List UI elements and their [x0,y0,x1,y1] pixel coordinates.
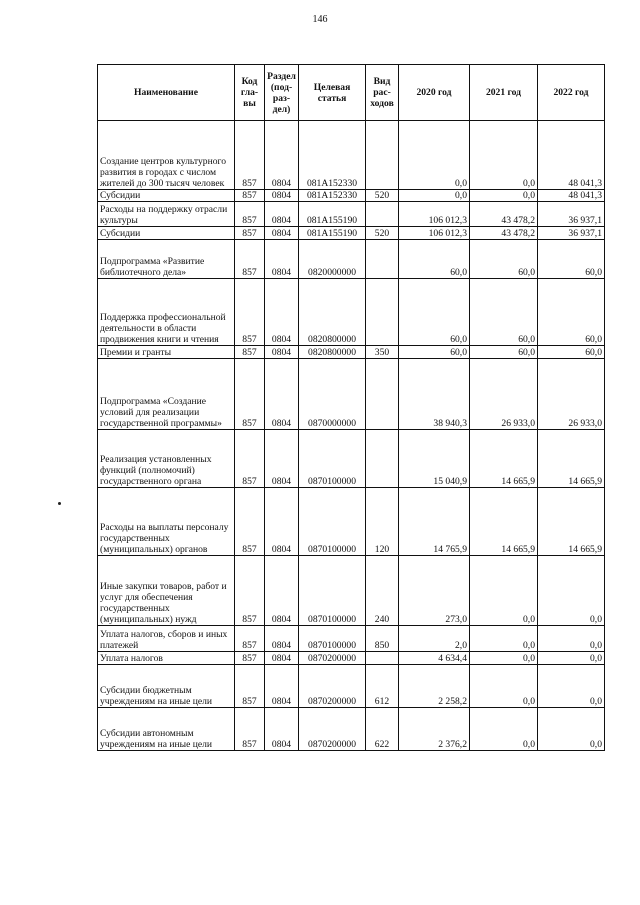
row-section: 0804 [265,708,299,751]
table-row [98,359,605,430]
row-chapter: 857 [235,190,265,202]
row-2021: 0,0 [470,190,538,202]
row-expense-type: 520 [366,190,399,202]
row-name: Уплата налогов, сборов и иных платежей [98,626,235,652]
row-chapter: 857 [235,359,265,430]
table-row [98,652,605,665]
row-target: 0870100000 [299,488,366,556]
row-2022: 60,0 [538,346,605,359]
row-section: 0804 [265,556,299,626]
budget-table [97,64,605,751]
header-chapter: Код гла-вы [235,65,265,121]
header-section: Раздел (под-раз-дел) [265,65,299,121]
table-row [98,227,605,240]
row-chapter: 857 [235,121,265,190]
table-row [98,346,605,359]
row-2020: 273,0 [399,556,470,626]
row-2020: 2 258,2 [399,665,470,708]
row-chapter: 857 [235,279,265,346]
header-expense-type: Вид рас-ходов [366,65,399,121]
row-2021: 14 665,9 [470,430,538,488]
row-target: 081A155190 [299,202,366,227]
row-name: Создание центров культурного развития в городах с числом жителей до 300 тысяч человек [98,121,235,190]
row-name: Субсидии [98,227,235,240]
table-row [98,190,605,202]
row-expense-type [366,240,399,279]
row-expense-type [366,359,399,430]
row-expense-type: 120 [366,488,399,556]
table-row [98,121,605,190]
table-row [98,626,605,652]
row-target: 0870200000 [299,652,366,665]
row-name: Подпрограмма «Создание условий для реализации государственной программы» [98,359,235,430]
scan-speck [58,502,61,505]
row-section: 0804 [265,227,299,240]
row-section: 0804 [265,121,299,190]
row-2020: 4 634,4 [399,652,470,665]
header-target: Целевая статья [299,65,366,121]
table-row [98,488,605,556]
row-expense-type: 850 [366,626,399,652]
row-2021: 0,0 [470,708,538,751]
row-section: 0804 [265,652,299,665]
row-target: 0870200000 [299,708,366,751]
row-target: 0870200000 [299,665,366,708]
row-2022: 60,0 [538,279,605,346]
page-number: 146 [312,14,328,25]
row-2021: 14 665,9 [470,488,538,556]
row-target: 081A152330 [299,190,366,202]
header-2022: 2022 год [538,65,605,121]
row-2020: 0,0 [399,121,470,190]
row-expense-type [366,430,399,488]
row-target: 0870100000 [299,556,366,626]
row-section: 0804 [265,626,299,652]
row-2020: 0,0 [399,190,470,202]
row-expense-type: 612 [366,665,399,708]
row-target: 081A155190 [299,227,366,240]
table-row [98,430,605,488]
row-expense-type: 520 [366,227,399,240]
row-section: 0804 [265,279,299,346]
row-name: Подпрограмма «Развитие библиотечного дела» [98,240,235,279]
row-name: Премии и гранты [98,346,235,359]
row-target: 0820800000 [299,279,366,346]
table-row [98,202,605,227]
row-2020: 60,0 [399,240,470,279]
row-2021: 60,0 [470,240,538,279]
row-chapter: 857 [235,708,265,751]
row-2021: 43 478,2 [470,202,538,227]
row-section: 0804 [265,346,299,359]
row-section: 0804 [265,665,299,708]
row-2020: 15 040,9 [399,430,470,488]
row-expense-type [366,652,399,665]
row-name: Субсидии бюджетным учреждениям на иные цели [98,665,235,708]
row-2021: 0,0 [470,121,538,190]
row-2022: 0,0 [538,556,605,626]
row-2022: 14 665,9 [538,430,605,488]
row-chapter: 857 [235,652,265,665]
row-section: 0804 [265,359,299,430]
row-expense-type: 350 [366,346,399,359]
row-2020: 38 940,3 [399,359,470,430]
row-2020: 14 765,9 [399,488,470,556]
table-row [98,708,605,751]
row-target: 0870100000 [299,626,366,652]
row-section: 0804 [265,190,299,202]
row-expense-type: 240 [366,556,399,626]
header-name: Наименование [98,65,235,121]
header-2021: 2021 год [470,65,538,121]
row-2022: 36 937,1 [538,227,605,240]
row-2021: 26 933,0 [470,359,538,430]
row-expense-type [366,279,399,346]
header-2020: 2020 год [399,65,470,121]
row-2022: 36 937,1 [538,202,605,227]
row-target: 081A152330 [299,121,366,190]
row-expense-type: 622 [366,708,399,751]
row-2021: 0,0 [470,556,538,626]
row-2021: 0,0 [470,626,538,652]
row-name: Поддержка профессиональной деятельности в области продвижения книги и чтения [98,279,235,346]
row-section: 0804 [265,202,299,227]
table-row [98,665,605,708]
row-name: Уплата налогов [98,652,235,665]
table-header-row [98,65,605,121]
row-chapter: 857 [235,430,265,488]
row-2022: 14 665,9 [538,488,605,556]
row-2020: 2 376,2 [399,708,470,751]
row-2020: 2,0 [399,626,470,652]
row-2020: 106 012,3 [399,227,470,240]
table-row [98,556,605,626]
table-row [98,240,605,279]
row-2021: 60,0 [470,346,538,359]
row-chapter: 857 [235,227,265,240]
row-target: 0870000000 [299,359,366,430]
row-2022: 48 041,3 [538,121,605,190]
row-chapter: 857 [235,346,265,359]
row-chapter: 857 [235,488,265,556]
row-target: 0870100000 [299,430,366,488]
row-name: Реализация установленных функций (полномочий) государственного органа [98,430,235,488]
row-target: 0820000000 [299,240,366,279]
row-2022: 48 041,3 [538,190,605,202]
row-2020: 60,0 [399,346,470,359]
row-chapter: 857 [235,626,265,652]
row-expense-type [366,202,399,227]
table-row [98,279,605,346]
row-2022: 0,0 [538,626,605,652]
row-name: Субсидии [98,190,235,202]
row-chapter: 857 [235,202,265,227]
row-name: Расходы на поддержку отрасли культуры [98,202,235,227]
row-2021: 43 478,2 [470,227,538,240]
row-name: Иные закупки товаров, работ и услуг для обеспечения государственных (муниципальных) нужд [98,556,235,626]
row-2022: 0,0 [538,665,605,708]
row-chapter: 857 [235,665,265,708]
row-2021: 0,0 [470,665,538,708]
row-target: 0820800000 [299,346,366,359]
row-2020: 60,0 [399,279,470,346]
row-2021: 60,0 [470,279,538,346]
row-2022: 0,0 [538,652,605,665]
row-name: Субсидии автономным учреждениям на иные цели [98,708,235,751]
row-name: Расходы на выплаты персоналу государственных (муниципальных) органов [98,488,235,556]
row-2022: 0,0 [538,708,605,751]
row-2021: 0,0 [470,652,538,665]
row-section: 0804 [265,240,299,279]
row-chapter: 857 [235,240,265,279]
row-2020: 106 012,3 [399,202,470,227]
row-section: 0804 [265,430,299,488]
row-chapter: 857 [235,556,265,626]
row-2022: 26 933,0 [538,359,605,430]
row-2022: 60,0 [538,240,605,279]
row-section: 0804 [265,488,299,556]
row-expense-type [366,121,399,190]
